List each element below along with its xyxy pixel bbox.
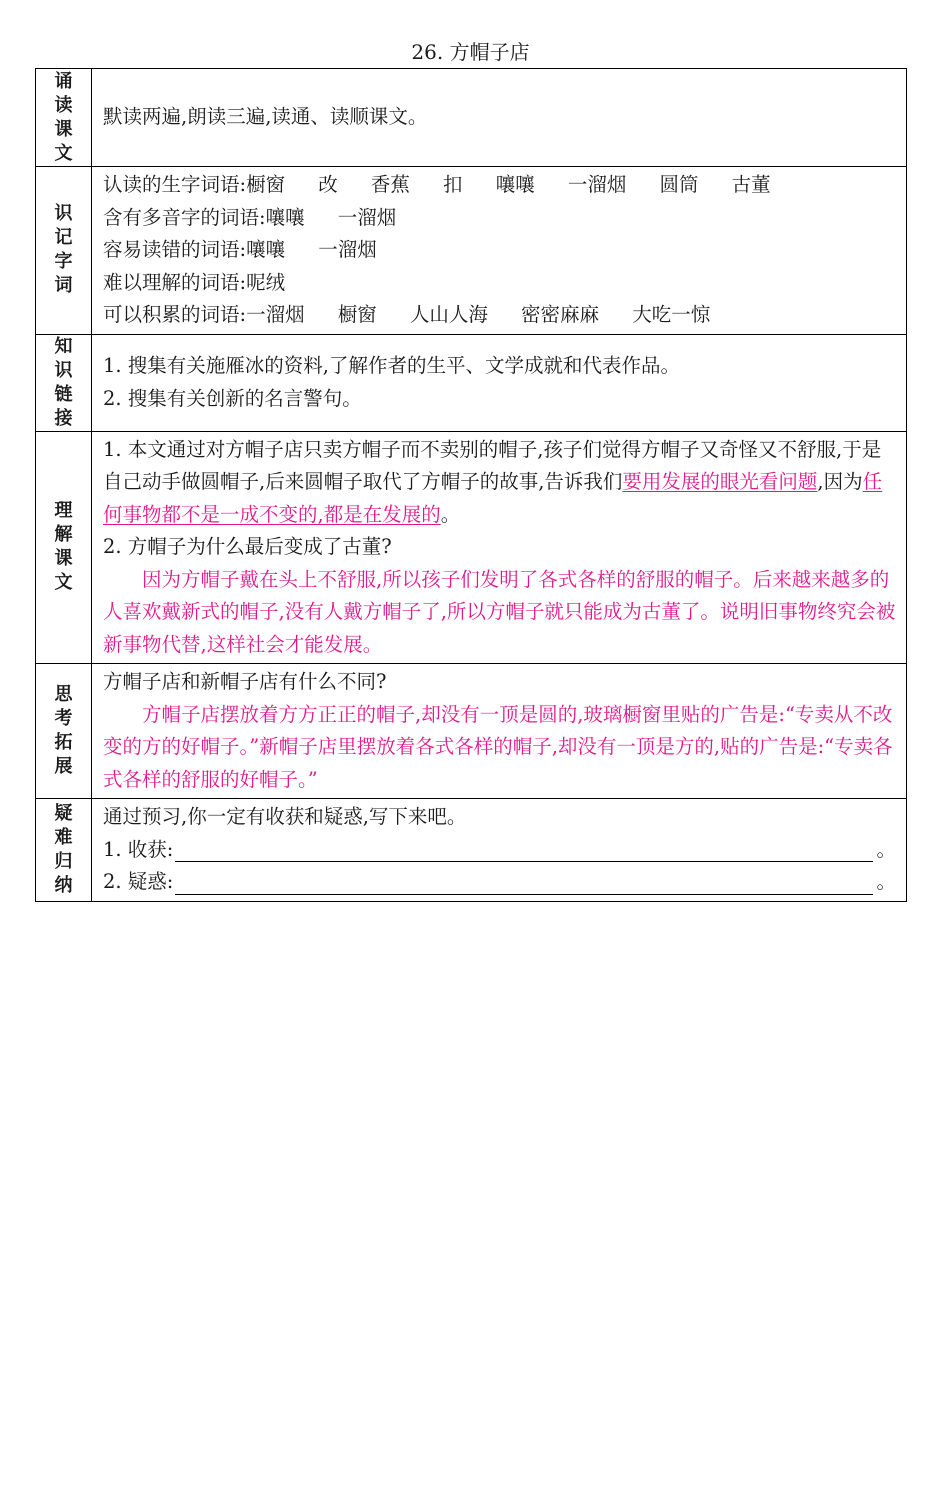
question-2: 2. 方帽子为什么最后变成了古董? <box>103 535 392 558</box>
vocab-word: 一溜烟 <box>337 205 397 229</box>
thinking-answer: 方帽子店摆放着方方正正的帽子,却没有一顶是圆的,玻璃橱窗里贴的广告是:“专卖从不改变的方的好帽子。”新帽子店里摆放着各式各样的帽子,却没有一顶是方的,贴的广告是:“专卖各式各样的舒服的好帽子。” <box>103 702 893 791</box>
row-label-understanding: 理解课文 <box>36 431 92 664</box>
doubt-row: 2. 疑惑: 。 <box>103 866 896 899</box>
vocab-word: 扣 <box>443 173 463 196</box>
reading-instruction: 默读两遍,朗读三遍,读通、读顺课文。 <box>103 105 428 129</box>
doubts-intro: 通过预习,你一定有收获和疑惑,写下来吧。 <box>103 805 467 828</box>
vocab-word: 呢绒 <box>246 270 286 294</box>
row-words <box>36 167 907 335</box>
doubts-content <box>92 799 907 902</box>
reading-content <box>92 69 907 167</box>
answer-blank-1: 要用发展的眼光看问题 <box>622 470 818 493</box>
answer-2: 因为方帽子戴在头上不舒服,所以孩子们发明了各式各样的舒服的帽子。后来越来越多的人喜欢戴新式的帽子,没有人戴方帽子了,所以方帽子就只能成为古董了。说明旧事物终究会被新事物代替,这样社会才能发展。 <box>103 567 896 656</box>
row-understanding <box>36 431 907 664</box>
words-line-difficult: 难以理解的词语:呢绒 <box>103 270 286 294</box>
vocab-word: 人山人海 <box>409 303 488 326</box>
page-title: 26. 方帽子店 <box>411 40 530 64</box>
vocab-word: 嚷嚷 <box>246 238 286 261</box>
gain-answer-line[interactable] <box>175 839 873 862</box>
words-content <box>92 167 907 335</box>
row-label-words: 识记字词 <box>36 167 92 335</box>
doubt-answer-line[interactable] <box>175 872 873 895</box>
vocab-word: 一溜烟 <box>318 238 377 261</box>
vocab-word: 橱窗 <box>246 173 286 196</box>
row-reading <box>36 69 907 167</box>
vocab-word: 密密麻麻 <box>521 303 600 326</box>
thinking-content <box>92 664 907 799</box>
knowledge-content <box>92 334 907 431</box>
row-label-knowledge: 知识链接 <box>36 334 92 431</box>
vocab-word: 橱窗 <box>337 303 377 326</box>
gain-row: 1. 收获: 。 <box>103 834 896 867</box>
vocab-word: 改 <box>318 173 338 196</box>
row-knowledge <box>36 334 907 431</box>
words-line-misread: 容易读错的词语:嚷嚷 一溜烟 <box>103 238 377 261</box>
understanding-content <box>92 431 907 664</box>
knowledge-item-2: 2. 搜集有关创新的名言警句。 <box>103 386 362 410</box>
row-thinking <box>36 664 907 799</box>
knowledge-item-1: 1. 搜集有关施雁冰的资料,了解作者的生平、文学成就和代表作品。 <box>103 354 681 377</box>
vocab-word: 一溜烟 <box>246 303 305 326</box>
row-label-thinking: 思考拓展 <box>36 664 92 799</box>
doubt-label: 2. 疑惑: <box>103 870 174 893</box>
vocab-word: 一溜烟 <box>567 173 627 196</box>
row-label-doubts: 疑难归纳 <box>36 799 92 902</box>
vocab-word: 嚷嚷 <box>495 173 535 196</box>
vocab-word: 古董 <box>731 173 771 196</box>
vocab-word: 香蕉 <box>370 173 410 196</box>
words-line-polyphone: 含有多音字的词语:嚷嚷 一溜烟 <box>103 205 397 229</box>
thinking-question: 方帽子店和新帽子店有什么不同? <box>103 670 387 693</box>
words-line-accumulate: 可以积累的词语:一溜烟 橱窗 人山人海 密密麻麻 大吃一惊 <box>103 303 711 326</box>
row-label-reading: 诵读课文 <box>36 69 92 167</box>
question-1: 1. 本文通过对方帽子店只卖方帽子而不卖别的帽子,孩子们觉得方帽子又奇怪又不舒服,于是自己动手做圆帽子,后来圆帽子取代了方帽子的故事,告诉我们要用发展的眼光看问题,因为任何事物都不是一成不变的,都是在发展的。 <box>103 437 883 526</box>
words-line-recognize: 认读的生字词语:橱窗 改 香蕉 扣 嚷嚷 一溜烟 圆筒 古董 <box>103 173 771 196</box>
preview-table <box>35 68 907 902</box>
vocab-word: 圆筒 <box>659 173 699 196</box>
row-doubts <box>36 799 907 902</box>
answer-blank-2: 任何事物都不是一成不变的,都是在发展的 <box>103 470 883 526</box>
gain-label: 1. 收获: <box>103 837 174 861</box>
vocab-word: 嚷嚷 <box>265 205 305 229</box>
vocab-word: 大吃一惊 <box>632 303 711 326</box>
